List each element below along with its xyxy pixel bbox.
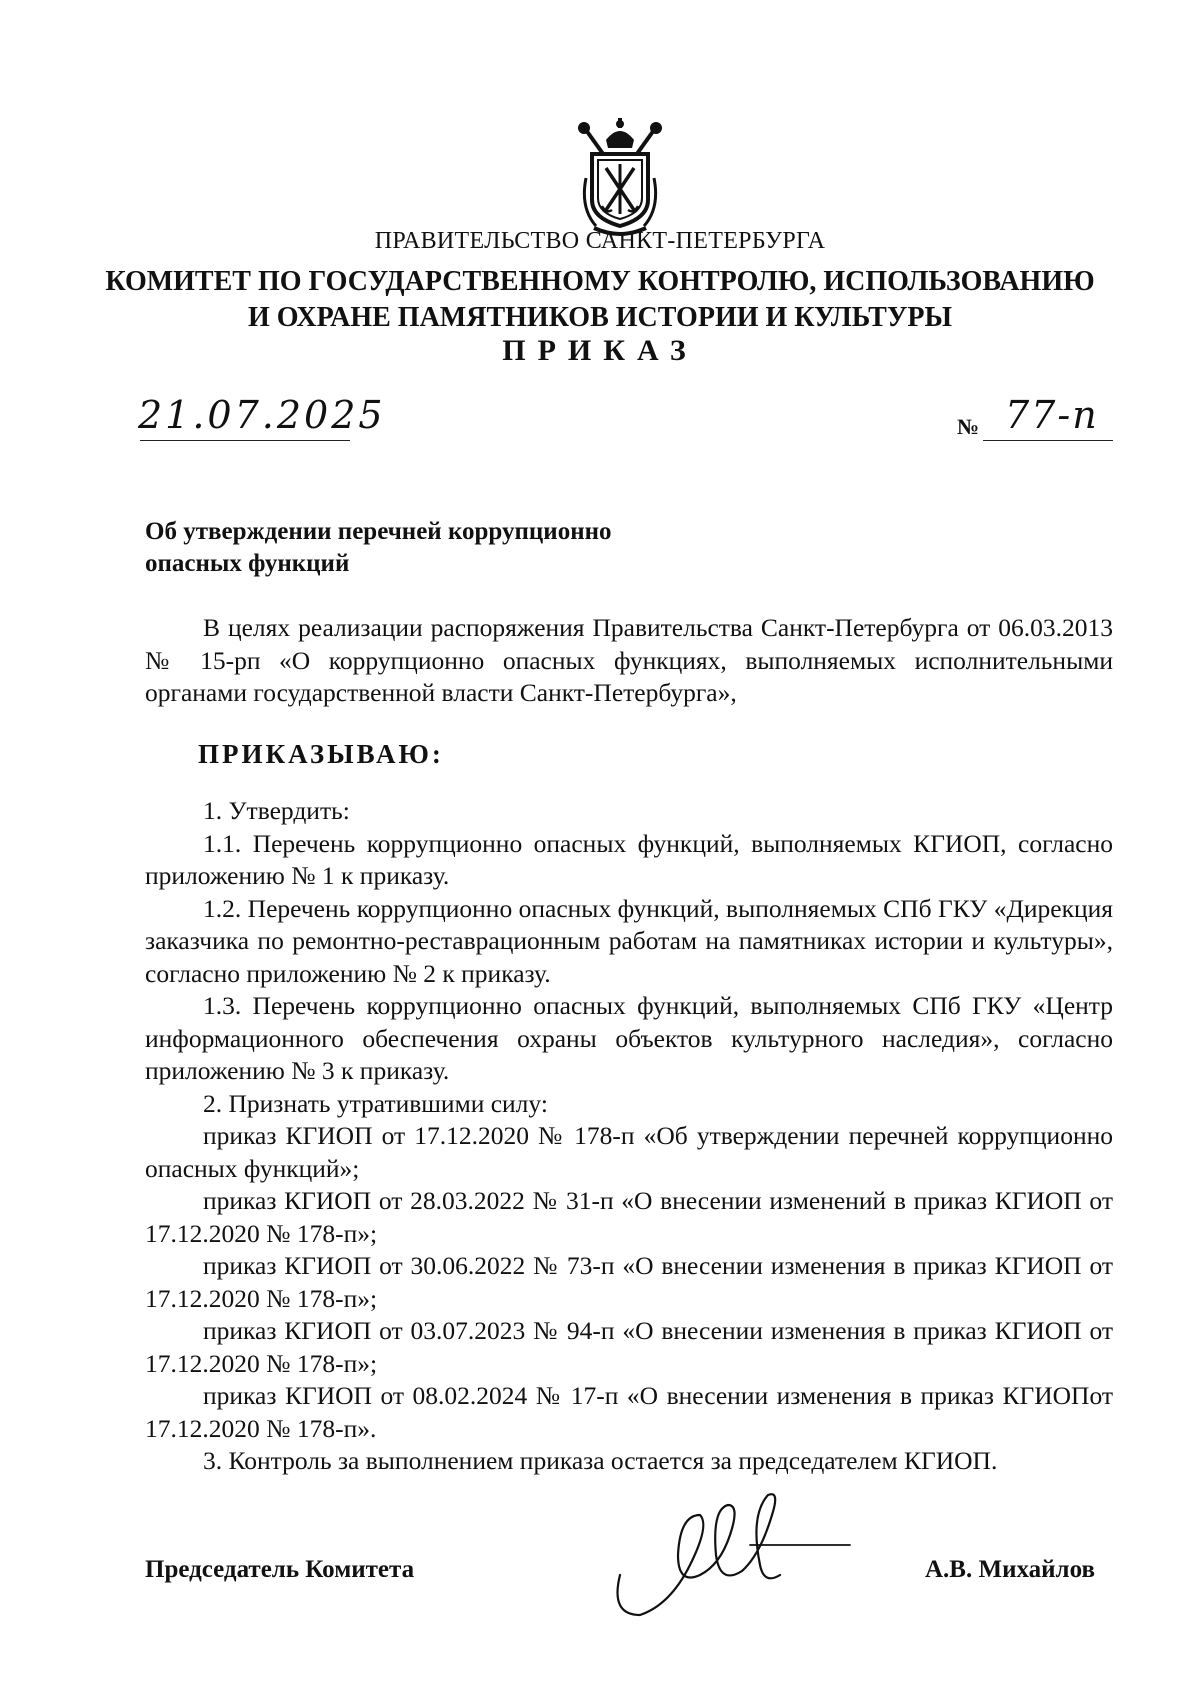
coat-of-arms-icon (572, 118, 668, 240)
order-item: 1.1. Перечень коррупционно опасных функций, выполняемых КГИОП, согласно приложению № 1 к приказу. (145, 828, 1113, 890)
order-item: приказ КГИОП от 17.12.2020 № 178-п «Об утверждении перечней коррупционно опасных функций»; (145, 1121, 1113, 1183)
order-item: приказ КГИОП от 08.02.2024 № 17-п «О внесении изменения в приказ КГИОПот 17.12.2020 № 178-п». (145, 1381, 1113, 1443)
order-subject-line2: опасных функций (145, 550, 350, 577)
order-number-label: № (957, 414, 980, 439)
order-items (145, 795, 1113, 1478)
preamble (145, 612, 1113, 710)
order-subject (145, 516, 612, 580)
signatory-position: Председатель Комитета (145, 1556, 415, 1583)
number-underline (983, 440, 1113, 441)
order-item: приказ КГИОП от 30.06.2022 № 73-п «О внесении изменения в приказ КГИОП от 17.12.2020 № 178-п»; (145, 1251, 1113, 1313)
committee-name-line1: КОМИТЕТ ПО ГОСУДАРСТВЕННОМУ КОНТРОЛЮ, ИСПОЛЬЗОВАНИЮ (105, 266, 1095, 297)
order-item: приказ КГИОП от 28.03.2022 № 31-п «О внесении изменений в приказ КГИОП от 17.12.2020 № 178-п»; (145, 1186, 1113, 1248)
order-number: 77-п (1005, 393, 1099, 437)
order-item: приказ КГИОП от 03.07.2023 № 94-п «О внесении изменения в приказ КГИОП от 17.12.2020 № 178-п»; (145, 1316, 1113, 1378)
committee-name (0, 264, 1200, 336)
date-underline (140, 440, 350, 441)
committee-name-line2: И ОХРАНЕ ПАМЯТНИКОВ ИСТОРИИ И КУЛЬТУРЫ (248, 302, 952, 333)
order-item: 3. Контроль за выполнением приказа остается за председателем КГИОП. (203, 1446, 998, 1475)
order-item: 1.2. Перечень коррупционно опасных функций, выполняемых СПб ГКУ «Дирекция заказчика по ремонтно-реставрационным работам на памятниках истории и культуры», согласно приложению № 2 к приказу. (145, 893, 1113, 988)
order-subject-line1: Об утверждении перечней коррупционно (145, 518, 612, 545)
preamble-text: В целях реализации распоряжения Правительства Санкт-Петербурга от 06.03.2013 № 15-рп «О коррупционно опасных функциях, выполняемых исполнительными органами государственной власти Санкт-Петербурга», (145, 613, 1113, 707)
document-type: ПРИКАЗ (502, 334, 698, 367)
order-item: 1.3. Перечень коррупционно опасных функций, выполняемых СПб ГКУ «Центр информационного обеспечения охраны объектов культурного наследия», согласно приложению № 3 к приказу. (145, 991, 1113, 1085)
order-item: 2. Признать утратившими силу: (203, 1088, 548, 1118)
government-name: ПРАВИТЕЛЬСТВО САНКТ-ПЕТЕРБУРГА (374, 228, 826, 254)
handwritten-signature (600, 1475, 860, 1625)
orders-heading: ПРИКАЗЫВАЮ: (198, 739, 444, 769)
order-item: 1. Утвердить: (203, 796, 350, 825)
order-date: 21.07.2025 (138, 393, 386, 437)
signatory-name: А.В. Михайлов (925, 1556, 1095, 1583)
